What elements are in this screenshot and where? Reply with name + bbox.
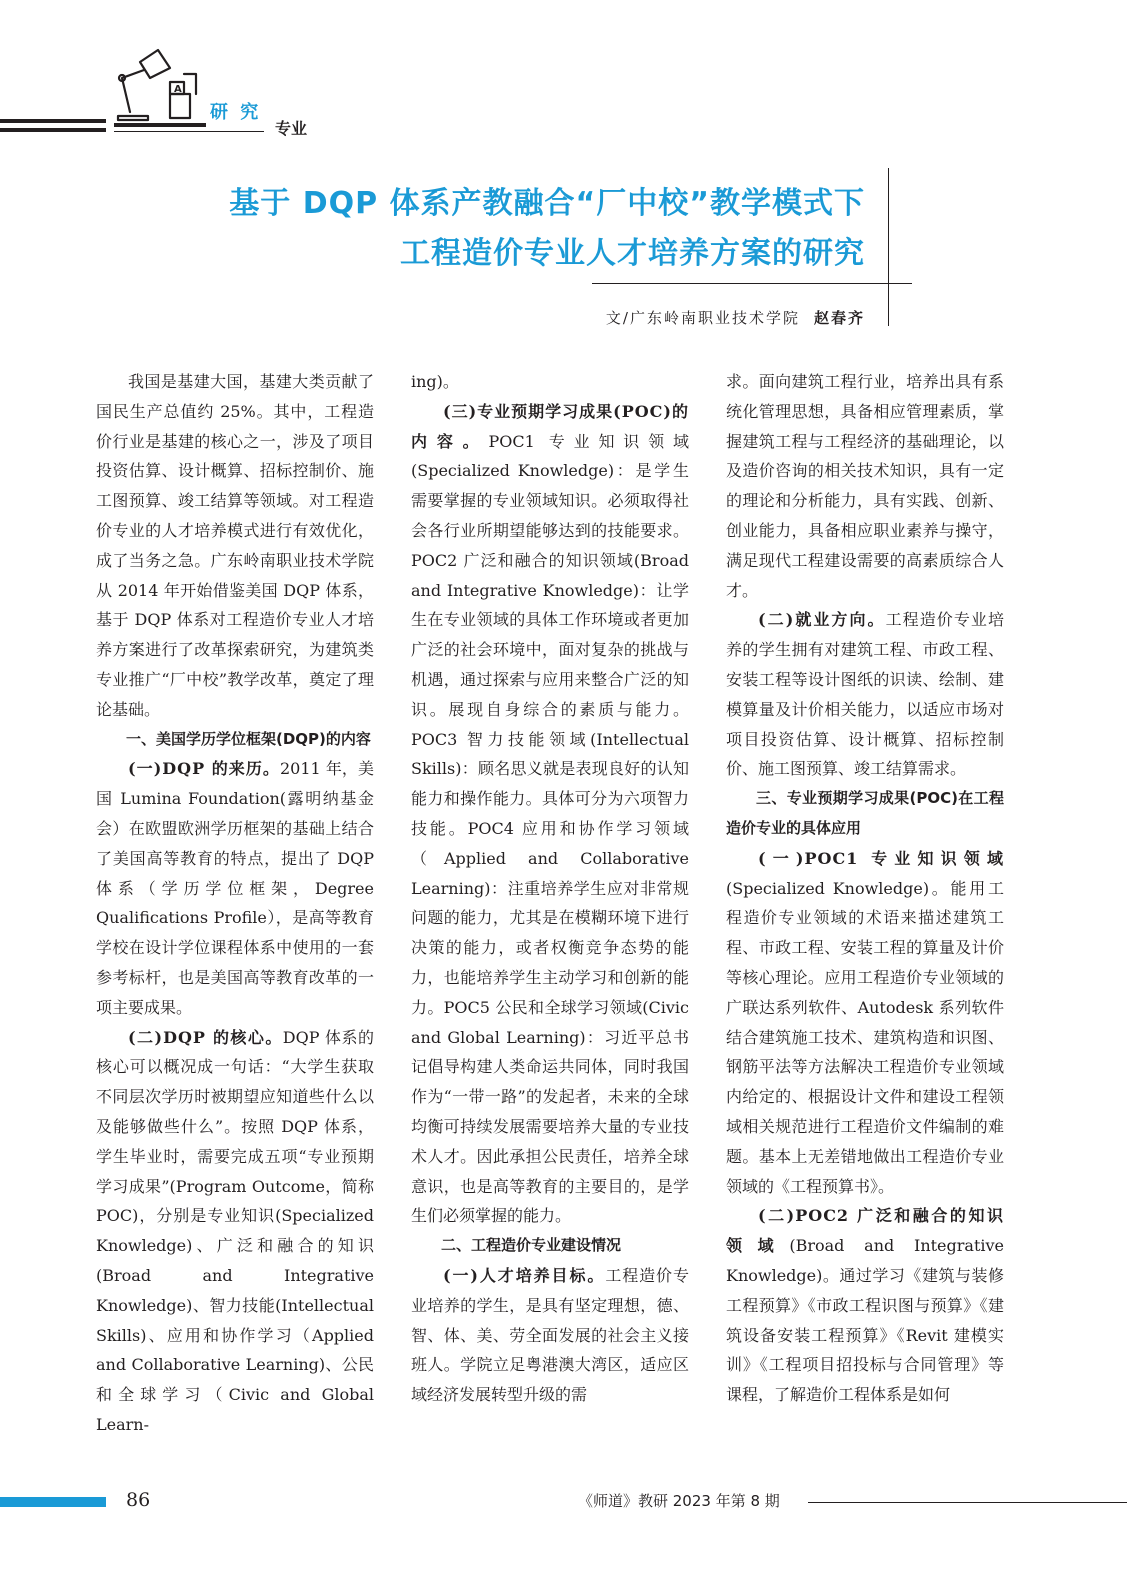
paragraph-body: DQP 体系的核心可以概况成一句话：“大学生获取不同层次学历时被期望应知道些什么以及能够做些什么”。按照 DQP 体系，学生毕业时，需要完成五项“专业预期学习成果”(Program Outcome，简称 POC)，分别是专业知识(Specialized Knowledge)、广泛和融合的知识(Broad and Integrative Knowledge)、智力技能(Intellectual Skills)、应用和协作学习（Applied and Collaborative Learning)、公民和全球学习（Civic and Global Learn- xyxy=(96,1027,374,1434)
column-2 xyxy=(411,367,689,1410)
paragraph-body: 工程造价专业培养的学生拥有对建筑工程、市政工程、安装工程等设计图纸的识读、绘制、建模算量及计价相关能力，以适应市场对项目投资估算、设计概算、招标控制价、施工图预算、竣工结算需求。 xyxy=(726,610,1004,779)
title-horizontal-rule xyxy=(592,283,912,284)
article-title-line2: 工程造价专业人才培养方案的研究 xyxy=(400,236,865,271)
section-heading-1: 一、美国学历学位框架(DQP)的内容 xyxy=(126,729,371,748)
section-subtitle: 专业 xyxy=(275,119,308,138)
paragraph-lead: (二)就业方向。 xyxy=(758,610,886,630)
title-vertical-rule xyxy=(888,168,889,326)
paragraph-lead: (二)DQP 的核心。 xyxy=(128,1027,283,1047)
paragraph-body: 工程造价专业培养的学生，是具有坚定理想，德、智、体、美、劳全面发展的社会主义接班人。学院立足粤港澳大湾区，适应区域经济发展转型升级的需 xyxy=(411,1265,689,1405)
header-rule-top xyxy=(0,119,106,123)
column-3 xyxy=(726,367,1004,1410)
section-heading-3: 三、专业预期学习成果(POC)在工程造价专业的具体应用 xyxy=(726,789,1004,837)
paragraph-lead: (一)DQP 的来历。 xyxy=(128,759,280,779)
paragraph-lead: (一)POC1 专业知识领域 xyxy=(758,848,1004,868)
paragraph-lead: (一)人才培养目标。 xyxy=(443,1265,606,1285)
footer-accent-bar xyxy=(0,1497,106,1507)
paragraph: ing)。 xyxy=(411,372,459,391)
section-tag: 研 究 xyxy=(210,102,262,123)
paragraph-body: (Broad and Integrative Knowledge)。通过学习《建筑与装修工程预算》《市政工程识图与预算》《建筑设备安装工程预算》《Revit 建模实训》《工程项目招投标与合同管理》等课程，了解造价工程体系是如何 xyxy=(726,1236,1004,1405)
header-rule-short xyxy=(114,123,206,127)
paragraph xyxy=(726,844,1004,1202)
paragraph xyxy=(411,397,689,1231)
section-heading-2: 二、工程造价专业建设情况 xyxy=(441,1236,622,1255)
byline-affiliation: 文/广东岭南职业技术学院 xyxy=(605,309,800,327)
footer-rule xyxy=(808,1502,1127,1503)
paragraph-body: (Specialized Knowledge)。能用工程造价专业领域的术语来描述建筑工程、市政工程、安装工程的算量及计价等核心理论。应用工程造价专业领域的广联达系列软件、Autodesk 系列软件结合建筑施工技术、建筑构造和识图、钢筋平法等方法解决工程造价专业领域内给定的、根据设计文件和建设工程领域相关规范进行工程造价文件编制的难题。基本上无差错地做出工程造价专业领域的《工程预算书》。 xyxy=(726,878,1004,1196)
journal-name: 《师道》教研 2023 年第 8 期 xyxy=(578,1492,780,1510)
header-rule-thin xyxy=(114,131,264,132)
paragraph-body: 2011 年，美国 Lumina Foundation(露明纳基金会）在欧盟欧洲学历框架的基础上结合了美国高等教育的特点，提出了 DQP 体系（学历学位框架，Degree Qualifications Profile），是高等教育学校在设计学位课程体系中使用的一套参考标杆，也是美国高等教育改革的一项主要成果。 xyxy=(96,759,374,1017)
paragraph: 求。面向建筑工程行业，培养出具有系统化管理思想，具备相应管理素质，掌握建筑工程与工程经济的基础理论，以及造价咨询的相关技术知识，具有一定的理论和分析能力，具有实践、创新、创业能力，具备相应职业素养与操守，满足现代工程建设需要的高素质综合人才。 xyxy=(726,372,1004,600)
page-number: 86 xyxy=(126,1489,151,1511)
paragraph-body: POC1 专业知识领域(Specialized Knowledge)：是学生需要掌握的专业领域知识。必须取得社会各行业所期望能够达到的技能要求。POC2 广泛和融合的知识领域(Broad and Integrative Knowledge)：让学生在专业领域的具体工作环境或者更加广泛的社会环境中，面对复杂的挑战与机遇，通过探索与应用来整合广泛的知识。展现自身综合的素质与能力。POC3 智力技能领域(Intellectual Skills)：顾名思义就是表现良好的认知能力和操作能力。具体可分为六项智力技能。POC4 应用和协作学习领域（Applied and Collaborative Learning)：注重培养学生应对非常规问题的能力，尤其是在模糊环境下进行决策的能力，或者权衡竞争态势的能力，也能培养学生主动学习和创新的能力。POC5 公民和全球学习领域(Civic and Global Learning)：习近平总书记倡导构建人类命运共同体，同时我国作为“一带一路”的发起者，未来的全球均衡可持续发展需要培养大量的专业技术人才。因此承担公民责任，培养全球意识，也是高等教育的主要目的，是学生们必须掌握的能力。 xyxy=(411,431,689,1226)
column-1 xyxy=(96,367,374,1440)
byline xyxy=(606,307,865,328)
svg-text:A: A xyxy=(174,84,182,95)
paragraph: 我国是基建大国，基建大类贡献了国民生产总值约 25%。其中，工程造价行业是基建的核心之一，涉及了项目投资估算、设计概算、招标控制价、施工图预算、竣工结算等领域。对工程造价专业的人才培养模式进行有效优化，成了当务之急。广东岭南职业技术学院从 2014 年开始借鉴美国 DQP 体系，基于 DQP 体系对工程造价专业人才培养方案进行了改革探索研究，为建筑类专业推广“厂中校”教学改革，奠定了理论基础。 xyxy=(96,372,374,719)
paragraph-lead: (二)POC2 广泛和融合的知识领域 xyxy=(726,1206,1004,1256)
paragraph xyxy=(726,1201,1004,1410)
paragraph-lead: (三)专业预期学习成果(POC)的内容。 xyxy=(411,401,689,451)
paragraph xyxy=(411,1261,689,1410)
byline-author: 赵春齐 xyxy=(813,309,865,327)
paragraph xyxy=(726,605,1004,784)
paragraph xyxy=(96,1023,374,1440)
paragraph xyxy=(96,754,374,1022)
header-rule-bottom xyxy=(0,128,106,132)
article-title-line1: 基于 DQP 体系产教融合“厂中校”教学模式下 xyxy=(229,186,865,221)
